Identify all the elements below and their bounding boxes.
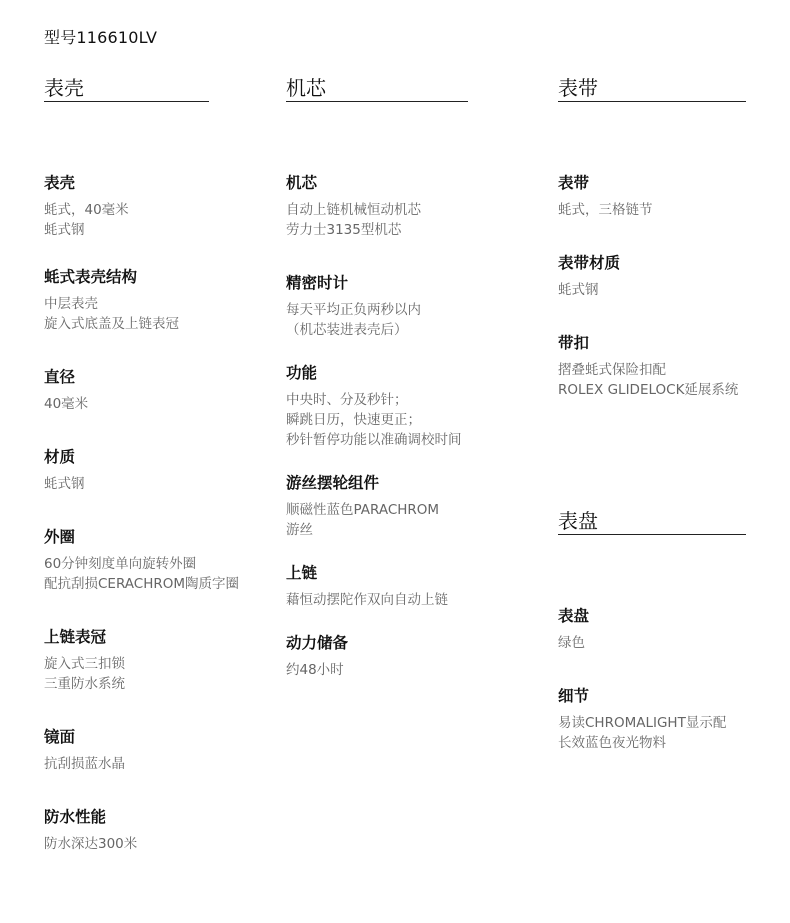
spec-label: 带扣 [558,334,590,352]
spec-value: 蚝式，三格链节 [558,202,653,218]
spec-value: 40毫米 [44,396,89,412]
spec-label: 蚝式表壳结构 [44,268,138,286]
spec-functions [286,362,462,450]
spec-winding-crown [44,626,125,694]
spec-winding [286,562,448,610]
spec-label: 上链 [286,564,318,582]
spec-movement [286,172,421,240]
spec-value: 长效蓝色夜光物料 [558,735,666,751]
spec-value: 60分钟刻度单向旋转外圈 [44,556,197,572]
spec-value: 每天平均正负两秒以内 [286,302,421,318]
spec-water-resistance [44,806,137,854]
spec-dial [558,605,589,653]
spec-value: 蚝式钢 [44,222,85,238]
spec-value: 配抗刮损CERACHROM陶质字圈 [44,576,240,592]
spec-label: 直径 [44,368,76,386]
spec-case [44,172,129,240]
spec-value: 秒针暂停功能以准确调校时间 [286,432,462,448]
spec-value: 蚝式钢 [558,282,599,298]
spec-value: 三重防水系统 [44,676,125,692]
spec-label: 游丝摆轮组件 [286,474,380,492]
spec-value: 蚝式，40毫米 [44,202,129,218]
spec-value: 蚝式钢 [44,476,85,492]
section-title-dial: 表盘 [558,509,746,535]
spec-value: （机芯装进表壳后） [286,322,408,338]
spec-power-reserve [286,632,348,680]
spec-value: 中央时、分及秒针； [286,392,408,408]
spec-value: 约48小时 [286,662,344,678]
spec-label: 表带 [558,174,590,192]
spec-value: 藉恒动摆陀作双向自动上链 [286,592,448,608]
spec-value: 瞬跳日历，快速更正； [286,412,421,428]
spec-value: 抗刮损蓝水晶 [44,756,125,772]
spec-value: 摺叠蚝式保险扣配 [558,362,666,378]
spec-label: 功能 [286,364,318,382]
spec-label: 材质 [44,448,76,466]
spec-bracelet-material [558,252,620,300]
spec-label: 上链表冠 [44,628,107,646]
section-title-bracelet: 表带 [558,76,746,102]
spec-label: 精密时计 [286,274,349,292]
spec-value: 防水深达300米 [44,836,138,852]
spec-value: 易读CHROMALIGHT显示配 [558,715,727,731]
spec-label: 表盘 [558,607,590,625]
spec-label: 表壳 [44,174,76,192]
spec-value: 旋入式三扣锁 [44,656,125,672]
spec-crystal [44,726,125,774]
spec-value: 顺磁性蓝色PARACHROM [286,502,440,518]
spec-value: 劳力士3135型机芯 [286,222,402,238]
spec-value: 旋入式底盖及上链表冠 [44,316,179,332]
spec-label: 细节 [558,687,590,705]
spec-clasp [558,332,738,400]
spec-label: 防水性能 [44,808,107,826]
spec-label: 动力储备 [286,634,349,652]
spec-precision [286,272,421,340]
spec-label: 机芯 [286,174,318,192]
spec-diameter [44,366,88,414]
spec-value: ROLEX GLIDELOCK延展系统 [558,382,739,398]
spec-value: 中层表壳 [44,296,98,312]
spec-value: 游丝 [286,522,313,538]
spec-oscillator [286,472,439,540]
section-title-movement: 机芯 [286,76,468,102]
spec-oyster-case-structure [44,266,179,334]
spec-label: 表带材质 [558,254,621,272]
model-number: 型号116610LV [44,28,158,47]
spec-bracelet [558,172,653,220]
spec-value: 自动上链机械恒动机芯 [286,202,421,218]
spec-material [44,446,85,494]
spec-value: 绿色 [558,635,585,651]
section-title-case: 表壳 [44,76,209,102]
spec-label: 外圈 [44,528,76,546]
spec-bezel [44,526,239,594]
spec-details [558,685,726,753]
spec-label: 镜面 [44,728,76,746]
